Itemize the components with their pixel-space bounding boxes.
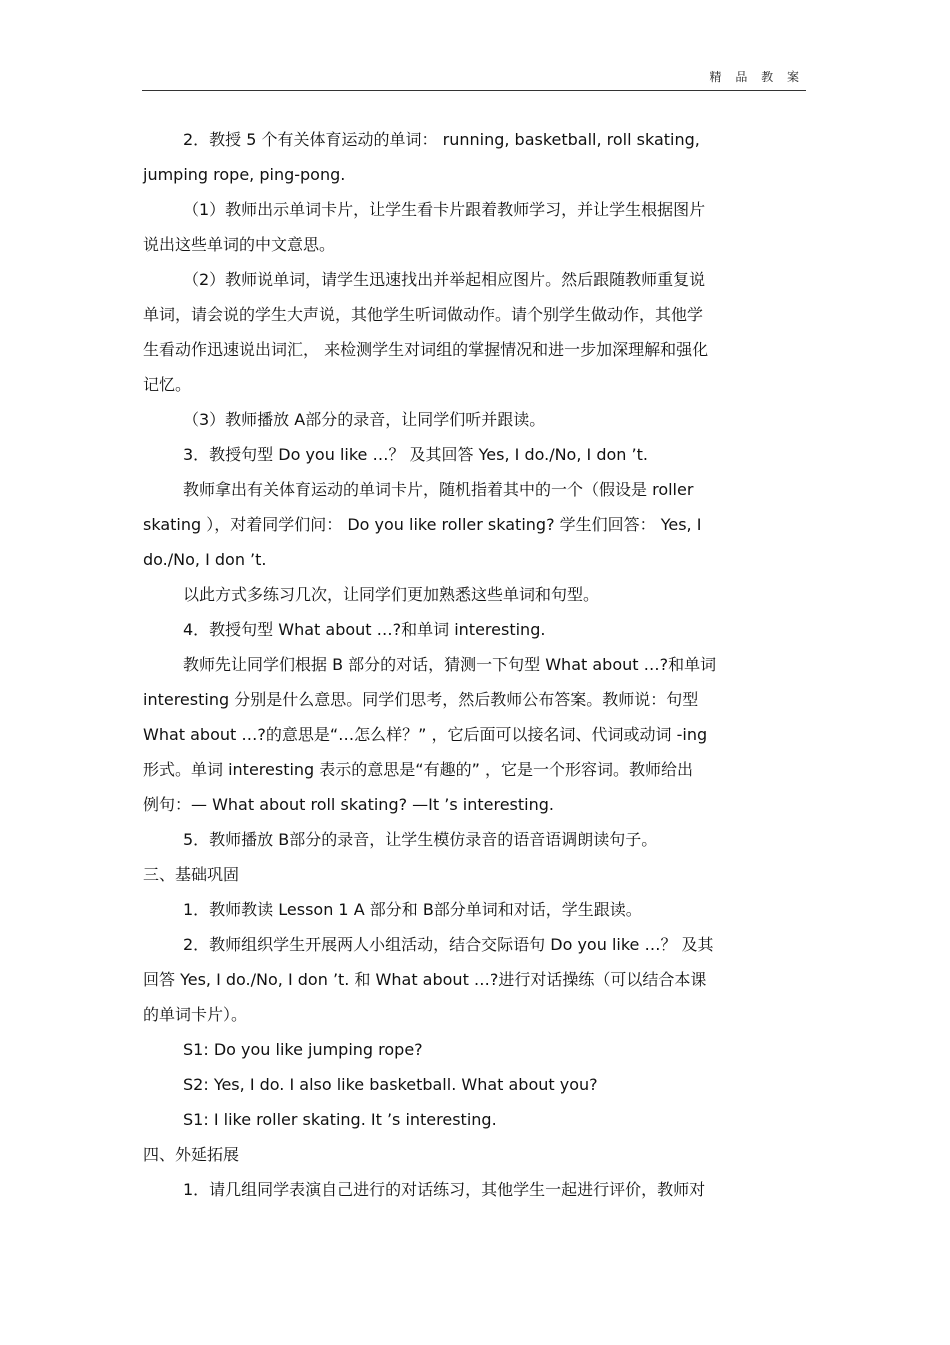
text-line: 5．教师播放 B部分的录音，让学生模仿录音的语音语调朗读句子。 xyxy=(183,830,658,849)
text-line: 的单词卡片）。 xyxy=(143,1005,248,1024)
text-line: 形式。单词 interesting 表示的意思是“有趣的” ，它是一个形容词。教师给出 xyxy=(143,760,693,779)
text-line: S1: Do you like jumping rope? xyxy=(183,1040,423,1059)
text-line: （3）教师播放 A部分的录音，让同学们听并跟读。 xyxy=(183,410,546,429)
text-line: 生看动作迅速说出词汇， 来检测学生对词组的掌握情况和进一步加深理解和强化 xyxy=(143,340,709,359)
text-line: 教师先让同学们根据 B 部分的对话，猜测一下句型 What about …?和单词 xyxy=(183,655,717,674)
text-line: 2．教师组织学生开展两人小组活动，结合交际语句 Do you like …？ 及其 xyxy=(183,935,714,954)
text-line: 记忆。 xyxy=(143,375,192,394)
text-line: （2）教师说单词，请学生迅速找出并举起相应图片。然后跟随教师重复说 xyxy=(183,270,706,289)
text-line: S1: I like roller skating. It ’s interesting. xyxy=(183,1110,497,1129)
header-label: 精 品 教 案 xyxy=(709,70,804,84)
text-line: 3．教授句型 Do you like …？ 及其回答 Yes, I do./No, I don ’t. xyxy=(183,445,648,464)
text-line: do./No, I don ’t. xyxy=(143,550,267,569)
text-line: 2．教授 5 个有关体育运动的单词： running, basketball, roll skating, xyxy=(183,130,700,149)
text-line: S2: Yes, I do. I also like basketball. What about you? xyxy=(183,1075,598,1094)
text-line: 1．教师教读 Lesson 1 A 部分和 B部分单词和对话，学生跟读。 xyxy=(183,900,642,919)
text-line: interesting 分别是什么意思。同学们思考，然后教师公布答案。教师说：句型 xyxy=(143,690,699,709)
text-line: 以此方式多练习几次，让同学们更加熟悉这些单词和句型。 xyxy=(183,585,600,604)
text-line: 四、外延拓展 xyxy=(143,1145,240,1164)
text-line: 教师拿出有关体育运动的单词卡片，随机指着其中的一个（假设是 roller xyxy=(183,480,694,499)
text-line: 例句：— What about roll skating? —It ’s interesting. xyxy=(143,795,554,814)
text-line: 回答 Yes, I do./No, I don ’t. 和 What about …?进行对话操练（可以结合本课 xyxy=(143,970,707,989)
text-line: 单词，请会说的学生大声说，其他学生听词做动作。请个别学生做动作，其他学 xyxy=(143,305,704,324)
text-line: 说出这些单词的中文意思。 xyxy=(143,235,336,254)
text-line: 三、基础巩固 xyxy=(143,865,240,884)
text-line: 4．教授句型 What about …?和单词 interesting. xyxy=(183,620,546,639)
text-line: 1．请几组同学表演自己进行的对话练习，其他学生一起进行评价，教师对 xyxy=(183,1180,706,1199)
text-line: What about …?的意思是“…怎么样？” ，它后面可以接名词、代词或动词 -ing xyxy=(143,725,708,744)
text-line: jumping rope, ping-pong. xyxy=(143,165,346,184)
page-header xyxy=(142,68,806,91)
text-line: skating ），对着同学们问： Do you like roller skating? 学生们回答： Yes, I xyxy=(143,515,702,534)
text-line: （1）教师出示单词卡片，让学生看卡片跟着教师学习，并让学生根据图片 xyxy=(183,200,706,219)
document-body xyxy=(143,122,807,1207)
